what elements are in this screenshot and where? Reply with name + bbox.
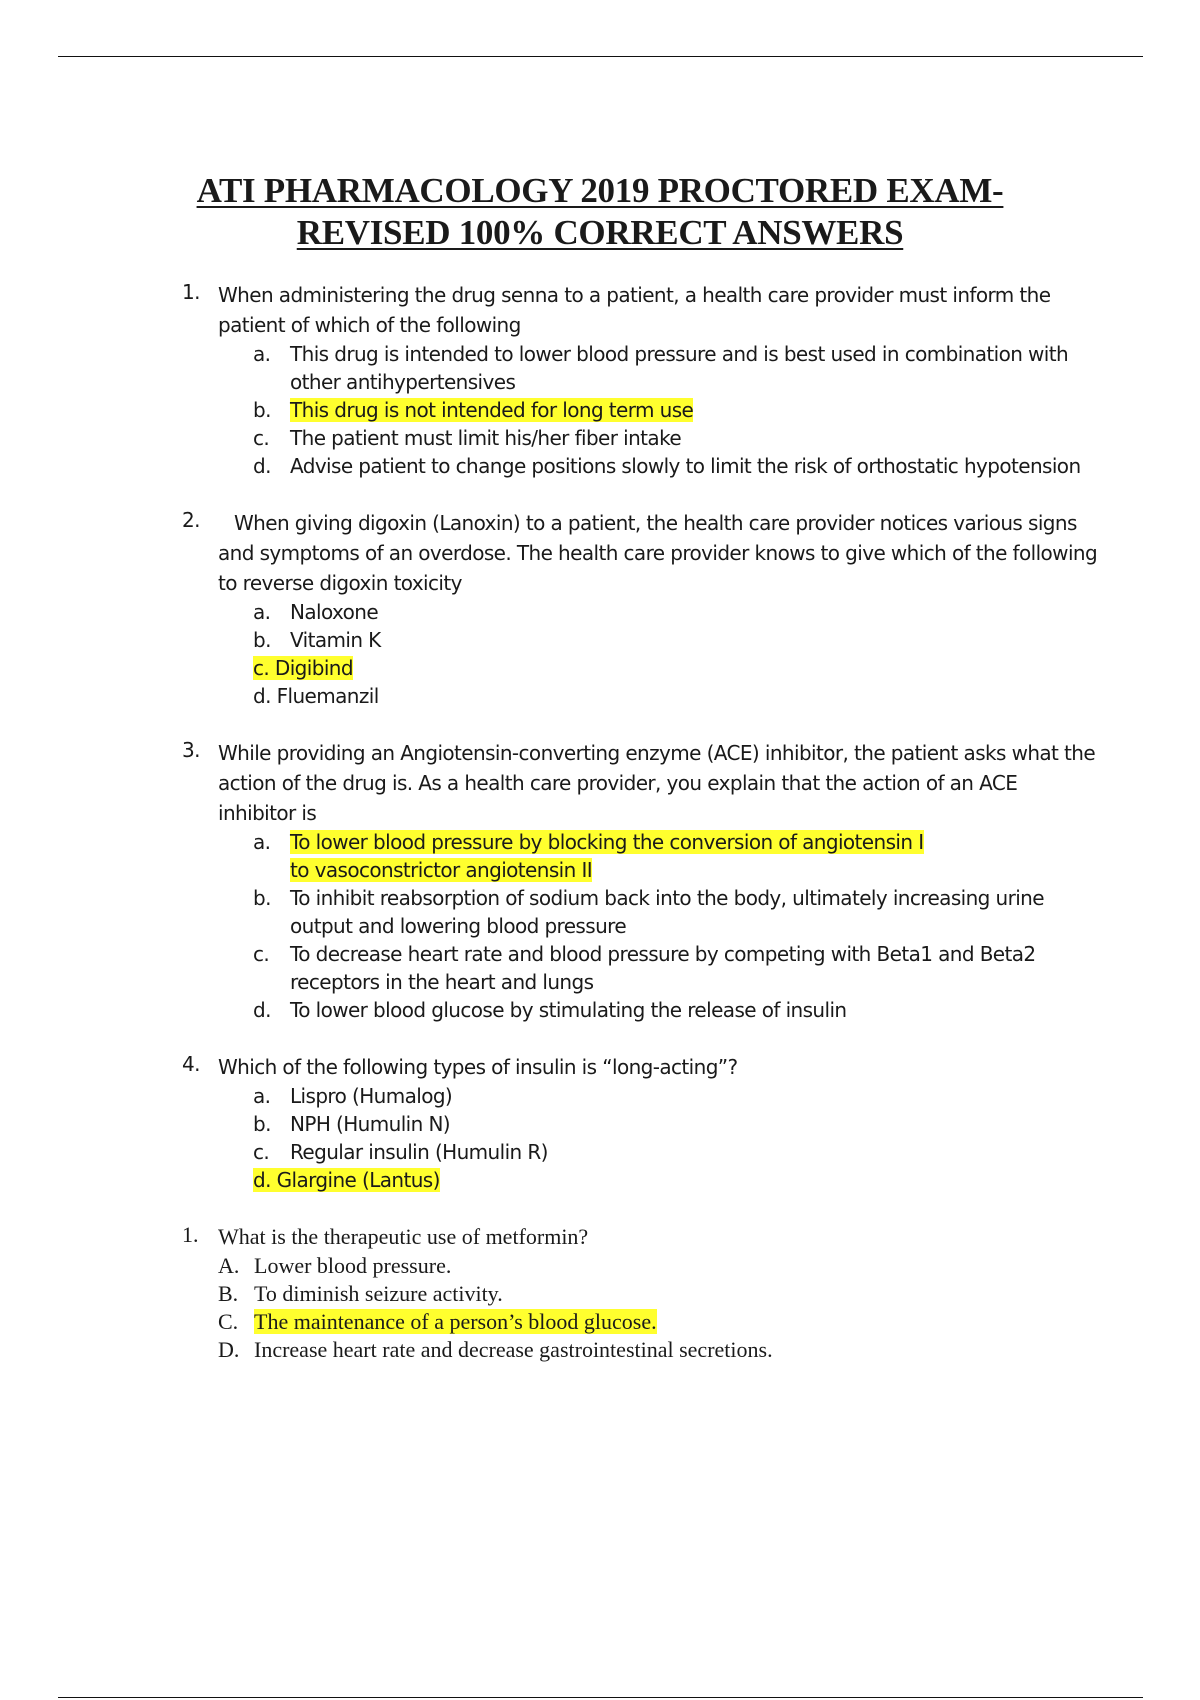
option-label: b.	[253, 628, 271, 652]
option-a	[0, 1252, 1200, 1280]
option-a	[0, 1082, 1200, 1110]
title-line-1: ATI PHARMACOLOGY 2019 PROCTORED EXAM-	[196, 171, 1004, 210]
option-text: Regular insulin (Humulin R)	[290, 1140, 548, 1164]
question-2	[0, 508, 1200, 710]
option-label: d.	[253, 454, 271, 478]
option-b	[0, 626, 1200, 654]
option-label: a.	[253, 1084, 271, 1108]
option-label: c.	[253, 656, 270, 680]
option-c	[0, 424, 1200, 452]
question-4	[0, 1052, 1200, 1194]
option-text: Glargine (Lantus)	[276, 1168, 440, 1192]
option-label: B.	[218, 1281, 239, 1306]
option-a	[0, 598, 1200, 626]
option-text: To lower blood glucose by stimulating the release of insulin	[290, 998, 847, 1022]
option-list	[0, 1252, 1200, 1364]
option-list	[0, 340, 1200, 480]
option-label: c.	[253, 1140, 270, 1164]
question-number: 3.	[182, 738, 200, 762]
option-a	[0, 340, 1200, 396]
question-text: What is the therapeutic use of metformin?	[218, 1224, 589, 1249]
highlighted-answer: This drug is not intended for long term use	[290, 398, 694, 422]
option-label: d.	[253, 998, 271, 1022]
option-c-correct	[0, 654, 1200, 682]
question-text: When giving digoxin (Lanoxin) to a patient, the health care provider notices various signs and symptoms of an overdose. The health care provider knows to give which of the following to reverse digoxin toxicity	[218, 511, 1098, 595]
option-text: To decrease heart rate and blood pressure by competing with Beta1 and Beta2 receptors in the heart and lungs	[290, 942, 1036, 994]
option-text: Digibind	[274, 656, 353, 680]
question-number: 2.	[182, 508, 200, 532]
option-b-correct	[0, 396, 1200, 424]
option-label: a.	[253, 342, 271, 366]
option-list	[0, 828, 1200, 1024]
option-label: a.	[253, 600, 271, 624]
question-3	[0, 738, 1200, 1024]
option-b	[0, 1280, 1200, 1308]
document-title	[100, 170, 1100, 254]
option-list	[0, 1082, 1200, 1194]
option-label: c.	[253, 426, 270, 450]
highlighted-answer: To lower blood pressure by blocking the conversion of angiotensin I to vasoconstrictor angiotensin II	[290, 830, 924, 882]
question-text: Which of the following types of insulin is “long-acting”?	[218, 1055, 738, 1079]
option-b	[0, 884, 1200, 940]
option-label: b.	[253, 886, 271, 910]
question-text: While providing an Angiotensin-converting enzyme (ACE) inhibitor, the patient asks what the action of the drug is. As a health care provider, you explain that the action of an ACE inhibitor is	[218, 741, 1096, 825]
option-b	[0, 1110, 1200, 1138]
option-text: Vitamin K	[290, 628, 381, 652]
option-label: a.	[253, 830, 271, 854]
option-text: Lispro (Humalog)	[290, 1084, 453, 1108]
option-text: The patient must limit his/her fiber intake	[290, 426, 682, 450]
bottom-rule	[58, 1697, 1143, 1698]
question-number: 4.	[182, 1052, 200, 1076]
top-rule	[58, 56, 1143, 57]
option-d	[0, 996, 1200, 1024]
option-text: Lower blood pressure.	[254, 1253, 452, 1278]
highlighted-answer	[253, 1168, 440, 1192]
option-d	[0, 1336, 1200, 1364]
question-5	[0, 1222, 1200, 1364]
option-text: Fluemanzil	[276, 684, 379, 708]
option-text: Advise patient to change positions slowly to limit the risk of orthostatic hypotension	[290, 454, 1081, 478]
question-text: When administering the drug senna to a patient, a health care provider must inform the patient of which of the following	[218, 283, 1051, 337]
option-c-correct	[0, 1308, 1200, 1336]
option-text: To inhibit reabsorption of sodium back into the body, ultimately increasing urine output and lowering blood pressure	[290, 886, 1044, 938]
option-label: c.	[253, 942, 270, 966]
option-label: b.	[253, 1112, 271, 1136]
option-label: A.	[218, 1253, 240, 1278]
question-1	[0, 280, 1200, 480]
question-number: 1.	[182, 280, 200, 304]
question-list	[0, 280, 1200, 1392]
option-d	[0, 682, 1200, 710]
highlighted-answer: The maintenance of a person’s blood glucose.	[254, 1309, 657, 1334]
option-a-correct	[0, 828, 1200, 884]
option-label: C.	[218, 1309, 239, 1334]
option-c	[0, 1138, 1200, 1166]
option-text: NPH (Humulin N)	[290, 1112, 451, 1136]
option-c	[0, 940, 1200, 996]
option-text: Naloxone	[290, 600, 379, 624]
option-d-correct	[0, 1166, 1200, 1194]
option-text: Increase heart rate and decrease gastrointestinal secretions.	[254, 1337, 773, 1362]
option-label: b.	[253, 398, 271, 422]
option-label: D.	[218, 1337, 240, 1362]
option-text: To diminish seizure activity.	[254, 1281, 503, 1306]
option-d	[0, 452, 1200, 480]
option-list	[0, 598, 1200, 710]
option-text: This drug is intended to lower blood pressure and is best used in combination with other antihypertensives	[290, 342, 1069, 394]
title-line-2: REVISED 100% CORRECT ANSWERS	[296, 213, 904, 252]
option-label: d.	[253, 1168, 271, 1192]
question-number: 1.	[182, 1222, 199, 1247]
option-label: d.	[253, 684, 271, 708]
highlighted-answer	[253, 656, 353, 680]
